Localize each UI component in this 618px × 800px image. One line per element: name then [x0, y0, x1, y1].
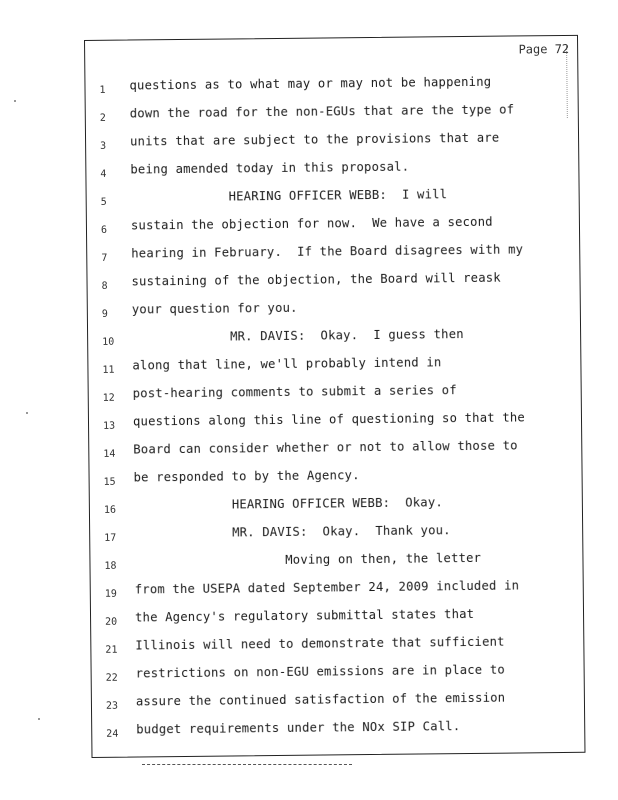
line-number: 3	[100, 140, 107, 152]
transcript-page-frame	[84, 35, 585, 758]
line-number: 16	[103, 504, 117, 516]
transcript-line: budget requirements under the NOx SIP Call.	[136, 719, 461, 737]
line-number: 13	[102, 420, 116, 432]
transcript-line: HEARING OFFICER WEBB: I will	[130, 187, 448, 205]
scan-bottom-mark	[142, 764, 352, 766]
transcript-line: along that line, we'll probably intend in	[132, 355, 442, 373]
line-number: 9	[101, 308, 108, 320]
transcript-line: MR. DAVIS: Okay. I guess then	[132, 327, 464, 345]
line-number: 21	[105, 644, 118, 656]
page-number: Page 72	[518, 41, 570, 57]
transcript-line: Illinois will need to demonstrate that sufficient	[135, 634, 505, 653]
transcript-line: MR. DAVIS: Okay. Thank you.	[134, 523, 451, 541]
transcript-line: be responded to by the Agency.	[133, 468, 360, 485]
line-number: 7	[101, 252, 108, 264]
transcript-line: your question for you.	[131, 300, 298, 317]
line-number: 17	[104, 532, 117, 544]
scan-speck	[14, 100, 16, 102]
line-number: 18	[104, 560, 117, 572]
transcript-line: post-hearing comments to submit a series of	[132, 383, 457, 401]
line-number: 5	[100, 196, 107, 208]
transcript-line: being amended today in this proposal.	[130, 159, 410, 177]
line-number: 15	[103, 476, 116, 488]
line-number: 4	[100, 168, 107, 180]
line-number: 19	[104, 588, 117, 600]
line-number: 1	[99, 84, 106, 96]
line-number: 8	[101, 280, 108, 292]
transcript-line: sustaining of the objection, the Board will reask	[131, 270, 501, 289]
transcript-line: hearing in February. If the Board disagrees with my	[131, 242, 524, 261]
line-number: 11	[102, 364, 115, 376]
line-number: 14	[103, 448, 116, 460]
line-number: 6	[100, 224, 108, 236]
scan-speck	[38, 718, 40, 720]
scan-edge-mark	[566, 46, 570, 118]
scan-speck	[26, 412, 28, 414]
line-number: 10	[102, 336, 115, 348]
transcript-line: Board can consider whether or not to allow those to	[133, 438, 518, 457]
line-number: 12	[102, 392, 115, 404]
transcript-line: questions as to what may or may not be happening	[129, 74, 492, 93]
line-number: 22	[105, 672, 118, 684]
transcript-line: questions along this line of questioning so that the	[132, 410, 526, 429]
transcript-line: Moving on then, the letter	[134, 550, 482, 569]
transcript-line: restrictions on non-EGU emissions are in place to	[135, 662, 506, 681]
transcript-line: down the road for the non-EGUs that are the type of	[129, 102, 515, 121]
transcript-line: from the USEPA dated September 24, 2009 included in	[134, 578, 520, 597]
transcript-line: units that are subject to the provisions that are	[129, 130, 500, 149]
line-number: 23	[105, 700, 119, 712]
transcript-line: the Agency's regulatory submittal states that	[134, 606, 475, 625]
transcript-line: sustain the objection for now. We have a second	[130, 214, 493, 233]
line-number: 2	[99, 112, 106, 124]
transcript-line: assure the continued satisfaction of the emission	[135, 690, 506, 709]
transcript-line: HEARING OFFICER WEBB: Okay.	[133, 495, 443, 513]
line-number: 20	[105, 616, 118, 628]
line-number: 24	[106, 728, 119, 740]
